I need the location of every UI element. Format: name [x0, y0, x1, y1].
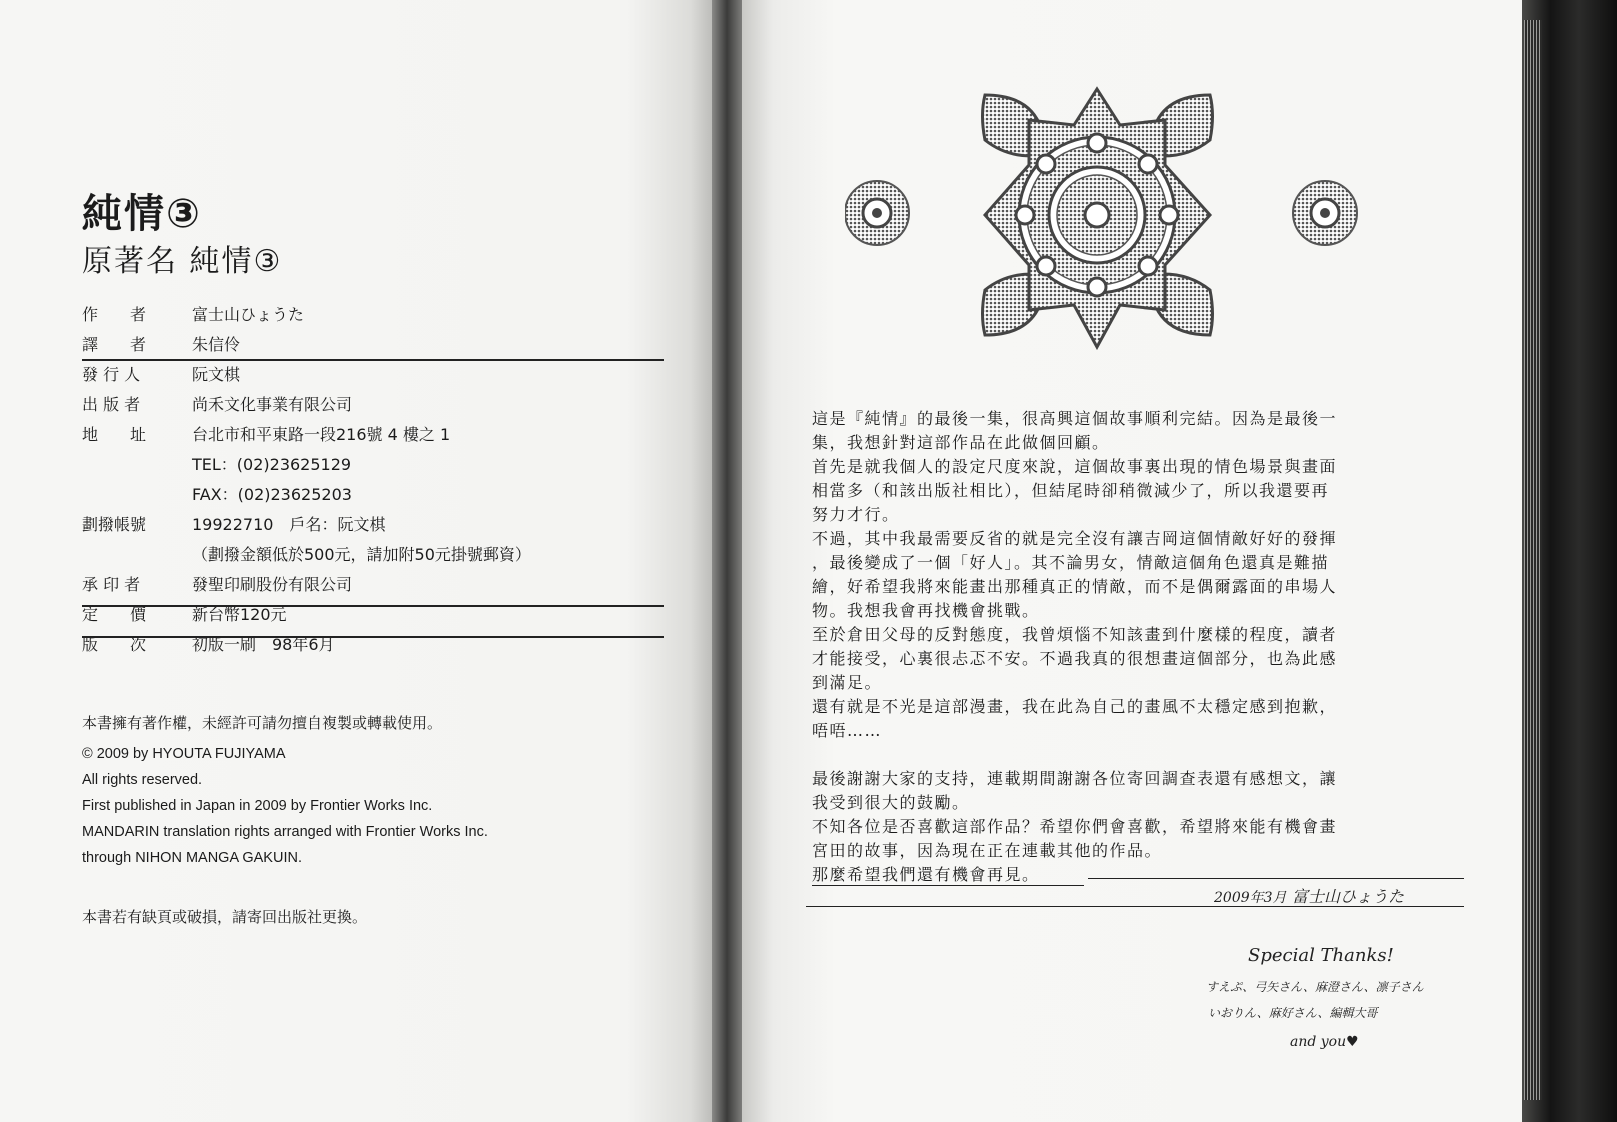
colophon-row	[82, 570, 664, 600]
row-label: 定 價	[82, 605, 147, 624]
row-value: 19922710 戶名：阮文棋	[192, 515, 386, 534]
row-value: 新台幣120元	[192, 605, 287, 624]
afterword-line: 不知各位是否喜歡這部作品？希望你們會喜歡，希望將來能有機會畫	[812, 817, 1338, 836]
divider	[82, 359, 664, 361]
colophon-row	[82, 540, 664, 570]
colophon-row	[82, 450, 664, 480]
colophon-row	[82, 300, 664, 330]
afterword-line: 首先是就我個人的設定尺度來說，這個故事裏出現的情色場景與畫面	[812, 457, 1338, 476]
afterword-line: 宮田的故事，因為現在正在連載其他的作品。	[812, 841, 1163, 860]
book-title: 純情③	[82, 191, 202, 237]
thanks-names: すえぷ、弓矢さん、麻澄さん、凛子さん	[1206, 980, 1424, 994]
row-value: 朱信伶	[192, 335, 241, 354]
divider	[82, 605, 664, 607]
row-value: 台北市和平東路一段216號 4 樓之 1	[192, 425, 451, 444]
colophon-row	[82, 360, 664, 390]
mosaic-ornament-icon	[845, 85, 1405, 355]
colophon-row	[82, 630, 664, 660]
divider	[82, 636, 664, 638]
afterword-line: 那麼希望我們還有機會再見。	[812, 865, 1040, 884]
publish-line: First published in Japan in 2009 by Frontier Works Inc.	[82, 798, 433, 814]
original-title: 原著名 純情③	[82, 244, 283, 279]
author-signature: 富士山ひょうた	[1292, 887, 1405, 906]
row-label: 版 次	[82, 635, 147, 654]
afterword-line: 唔唔……	[812, 721, 883, 740]
afterword-line: 才能接受，心裏很忐忑不安。不過我真的很想畫這個部分，也為此感	[812, 649, 1338, 668]
rights-line: All rights reserved.	[82, 772, 203, 788]
colophon-row	[82, 420, 664, 450]
afterword-line: 到滿足。	[812, 673, 883, 692]
row-label: 承 印 者	[82, 575, 141, 594]
row-value: 發聖印刷股份有限公司	[192, 575, 353, 594]
afterword-line: 最後謝謝大家的支持，連載期間謝謝各位寄回調查表還有感想文，讓	[812, 769, 1338, 788]
copyright-notice: 本書擁有著作權，未經許可請勿擅自複製或轉載使用。	[82, 714, 443, 732]
afterword-line: 努力才行。	[812, 505, 900, 524]
row-value: TEL：(02)23625129	[192, 455, 352, 474]
thanks-names: いおりん、麻好さん、編輯大哥	[1208, 1006, 1378, 1020]
colophon-row	[82, 480, 664, 510]
row-label: 地 址	[82, 425, 147, 444]
colophon-row	[82, 390, 664, 420]
afterword-line: 集，我想針對這部作品在此做個回顧。	[812, 433, 1110, 452]
row-value: （劃撥金額低於500元，請加附50元掛號郵資）	[192, 545, 531, 564]
row-value: 初版一刷 98年6月	[192, 635, 335, 654]
row-value: FAX：(02)23625203	[192, 485, 352, 504]
row-value: 尚禾文化事業有限公司	[192, 395, 353, 414]
afterword-line: 繪，好希望我將來能畫出那種真正的情敵，而不是偶爾露面的串場人	[812, 577, 1338, 596]
afterword-line: 還有就是不光是這部漫畫，我在此為自己的畫風不太穩定感到抱歉，	[812, 697, 1338, 716]
row-label: 譯 者	[82, 335, 147, 354]
afterword-line: 這是『純情』的最後一集，很高興這個故事順利完結。因為是最後一	[812, 409, 1338, 428]
agency-line: through NIHON MANGA GAKUIN.	[82, 850, 302, 866]
translation-line: MANDARIN translation rights arranged with Frontier Works Inc.	[82, 824, 488, 840]
signature-date: 2009年3月	[1214, 890, 1287, 906]
row-label: 作 者	[82, 305, 147, 324]
row-value: 富士山ひょうた	[192, 305, 305, 324]
row-value: 阮文棋	[192, 365, 241, 384]
afterword-line: 至於倉田父母的反對態度，我曾煩惱不知該畫到什麼樣的程度，讀者	[812, 625, 1338, 644]
thanks-closing: and you♥	[1290, 1034, 1359, 1050]
book-spine	[712, 0, 742, 1122]
afterword-line: ，最後變成了一個「好人」。其不論男女，情敵這個角色還真是難描	[812, 553, 1330, 572]
writing-rule	[812, 885, 1084, 886]
return-notice: 本書若有缺頁或破損，請寄回出版社更換。	[82, 908, 368, 926]
page-stack-lines	[1524, 20, 1542, 1100]
small-flower-icon	[1293, 181, 1357, 245]
row-label: 出 版 者	[82, 395, 141, 414]
thanks-title: Special Thanks!	[1248, 945, 1394, 966]
writing-rule	[1088, 878, 1464, 879]
afterword-line: 物。我想我會再找機會挑戰。	[812, 601, 1040, 620]
row-label: 劃撥帳號	[82, 515, 147, 534]
colophon-row	[82, 330, 664, 360]
small-flower-icon	[845, 181, 909, 245]
row-label: 發 行 人	[82, 365, 141, 384]
afterword-line: 相當多（和該出版社相比），但結尾時卻稍微減少了，所以我還要再	[812, 481, 1330, 500]
left-page	[0, 0, 712, 1122]
afterword-line: 不過，其中我最需要反省的就是完全沒有讓吉岡這個情敵好好的發揮	[812, 529, 1338, 548]
colophon-row	[82, 510, 664, 540]
afterword-line: 我受到很大的鼓勵。	[812, 793, 970, 812]
copyright-line: © 2009 by HYOUTA FUJIYAMA	[82, 746, 286, 762]
